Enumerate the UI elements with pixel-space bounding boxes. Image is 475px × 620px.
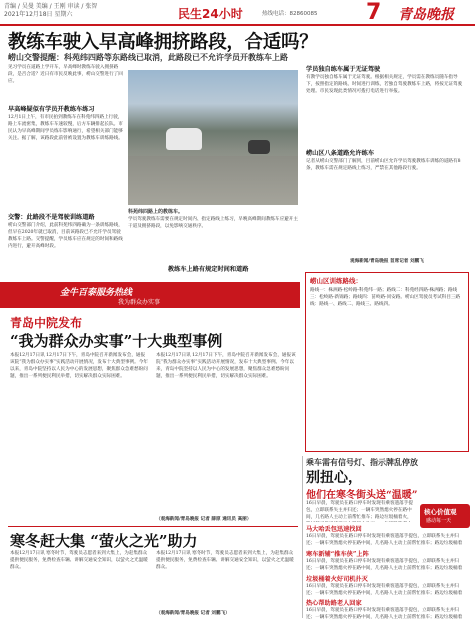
- column-divider: [302, 456, 303, 618]
- story4-body1: 16日早晨，驾驶员在路口停车时发现有乘客遗落手提包，立即联系失主并归还；一辆车突然熄火停在路中间，几名路人主动上前帮忙推车；路边垃圾桶着: [306, 534, 463, 546]
- story1-sub1: 早高峰疑似有学员开教练车练习: [8, 106, 95, 113]
- column-name: 民生24小时: [178, 7, 243, 21]
- news-photo: [128, 70, 298, 205]
- story1-body3: 有教学员独自练车属于无证驾驶。根据相关规定，学员需在教练员随车指导下，按照指定的路线、时间进行训练，若独自驾驶教练车上路，将按无证驾驶处理。市民发现此类情况可拨打电话进行举报。: [306, 75, 463, 94]
- photo-road: [128, 156, 298, 205]
- divider: [8, 526, 298, 527]
- story1-sub5: 教练车上路有规定时间和道路: [168, 266, 249, 273]
- date-line: 2021年12月18日 星期六: [4, 11, 73, 18]
- story3-headline: 寒冬赶大集 “萤火之光”助力: [10, 532, 198, 550]
- story1-sub2: 交警：此路段不是驾驶训练道路: [8, 214, 95, 221]
- hotline: 热线电话：82860085: [262, 11, 318, 17]
- section-banner: [0, 282, 300, 308]
- story1-byline: 观海新闻/青岛晚报 首席记者 刘鹏飞: [350, 259, 424, 264]
- story4-subheadline: 他们在寒冬街头送“温暖”: [306, 490, 418, 501]
- story3-body-left: 本报12月17日讯 寒冬时节，驾驶员志愿者来到大集上，为赶集群众提供便民服务，免费检查车辆、讲解交通安全知识，以萤火之光温暖群众。: [10, 551, 148, 570]
- editor-line: 青编 / 吴曼 美编 / 王刚 审读 / 张智: [4, 3, 98, 10]
- story3-byline: （观海新闻/青岛晚报 记者 刘鹏飞）: [156, 611, 230, 616]
- main-subhead: 崂山交警提醒：科苑纬四路等东路线已取消，此路段已不允许学员开教练车上路: [8, 52, 288, 62]
- story4-intro: 16日早晨，驾驶员在路口停车时发现有乘客遗落手提包，立即联系失主并归还；一辆车突然熄火停在路中间，几名路人主动上前帮忙推车；路边垃圾桶着火，: [306, 501, 413, 520]
- badge-subtitle: 感动每一天: [426, 518, 452, 524]
- story1-body5: 学员驾驶教练车需要在规定时间内、指定路线上练习，早晚高峰期间教练车应避开主干道及拥挤路段，以免影响交通秩序。: [128, 217, 298, 229]
- banner-subtitle: 我为群众办实事: [118, 299, 161, 306]
- page-number: 7: [366, 0, 382, 25]
- values-badge: [420, 504, 470, 528]
- paper-logo: 青岛晚报: [398, 7, 454, 23]
- badge-title: 核心价值观: [424, 508, 457, 516]
- story2-headline: “我为群众办实事”十大典型事例: [10, 332, 223, 350]
- story4-sub2: 寒车新辅“推车侠”上阵: [306, 551, 369, 558]
- story1-sub4: 崂山区八条道路允许练车: [306, 150, 375, 157]
- story4-body4: 16日早晨，驾驶员在路口停车时发现有乘客遗落手提包，立即联系失主并归还；一辆车突然熄火停在路中间，几名路人主动上前帮忙推车；路边垃圾桶着: [306, 608, 463, 619]
- story1-body2: 崂山交警部门介绍，此前科苑纬四路确为一条训练路线，但早在2020年就已取消，目前该路段已不允许学员驾驶教练车上路。交警提醒，学员练车应在规定的时间和路线内进行，避开高峰时段。: [8, 223, 123, 249]
- story4-sub1: 马大哈丢包迅速找回: [306, 526, 362, 533]
- story1-body4: 记者从崂山交警部门了解到，目前崂山区允许学员驾驶教练车训练的道路有8条，教练车需在规定路线上练习，严禁在其他路段行驶。: [306, 159, 461, 171]
- photo-caption: 科苑纬四路上的教练车。: [128, 209, 184, 215]
- page-header: [0, 0, 475, 26]
- story4-body3: 16日早晨，驾驶员在路口停车时发现有乘客遗落手提包，立即联系失主并归还；一辆车突然熄火停在路中间，几名路人主动上前帮忙推车；路边垃圾桶着: [306, 584, 463, 596]
- header-info: [4, 3, 97, 19]
- story2-body-left: 本报12月17日讯 12月17日下午，青岛中院召开新闻发布会，通报该院“我为群众办实事”实践活动开展情况，发布十大典型事例。今年以来，青岛中院坚持以人民为中心的发展思想，聚焦群众急难愁盼问题，推出一系列便民利民举措，切实解决群众实际困难。: [10, 353, 148, 379]
- story4-sub3: 垃圾桶着火好司机扑灭: [306, 576, 368, 583]
- route-box: [305, 272, 469, 452]
- story2-kicker: 青岛中院发布: [10, 316, 83, 330]
- story1-lead: 见习学员在道路上学开车，早高峰时教练车驶入拥挤路段，是否合适？近日有市民反映此事，崂山交警进行了回应。: [8, 65, 123, 84]
- story2-body-right: 本报12月17日讯 12月17日下午，青岛中院召开新闻发布会，通报该院“我为群众办实事”实践活动开展情况，发布十大典型事例。今年以来，青岛中院坚持以人民为中心的发展思想，聚焦群众急难愁盼问题，推出一系列便民利民举措，切实解决群众实际困难。: [156, 353, 296, 379]
- main-headline: 教练车驶入早高峰拥挤路段，合适吗？: [8, 32, 318, 53]
- story4-headline: 别扭心，: [306, 470, 362, 486]
- story4-body2: 16日早晨，驾驶员在路口停车时发现有乘客遗落手提包，立即联系失主并归还；一辆车突然熄火停在路中间，几名路人主动上前帮忙推车；路边垃圾桶着: [306, 559, 463, 571]
- story4-sub4: 热心帮助路老人回家: [306, 600, 362, 607]
- story4-kicker: 乘车需有信号灯、指示牌乱停放: [306, 457, 418, 467]
- route-box-title: 崂山区训练路线：: [310, 277, 362, 285]
- route-box-text: 路线一：株洲路-松岭路-科苑纬一路；路线二：科苑经四路-株洲路；路线三：松岭路-新锦路；路线四：苗岭路-同安路。崂山区驾驶员考试科目三路线：路线一、路线二、路线三、路线四。: [310, 288, 461, 307]
- story3-body-right: 本报12月17日讯 寒冬时节，驾驶员志愿者来到大集上，为赶集群众提供便民服务，免费检查车辆、讲解交通安全知识，以萤火之光温暖群众。: [156, 551, 294, 570]
- photo-car: [248, 140, 270, 154]
- photo-training-car: [166, 128, 202, 150]
- story1-sub3: 学员独自练车属于无证驾驶: [306, 66, 381, 73]
- story1-body1: 12月1日上午，有市民拍到教练车在科苑纬四路上行驶，路上车流密集，教练车车速较慢，后方车辆排起长队。市民认为早高峰期间学员练车影响通行，希望相关部门能够关注。据了解，该路段此前曾被设置为教练车训练路线。: [8, 115, 123, 141]
- banner-title: 金牛百泰服务热线: [60, 288, 133, 298]
- story2-byline: （观海新闻/青岛晚报 记者 薛原 通讯员 高丽）: [156, 517, 252, 522]
